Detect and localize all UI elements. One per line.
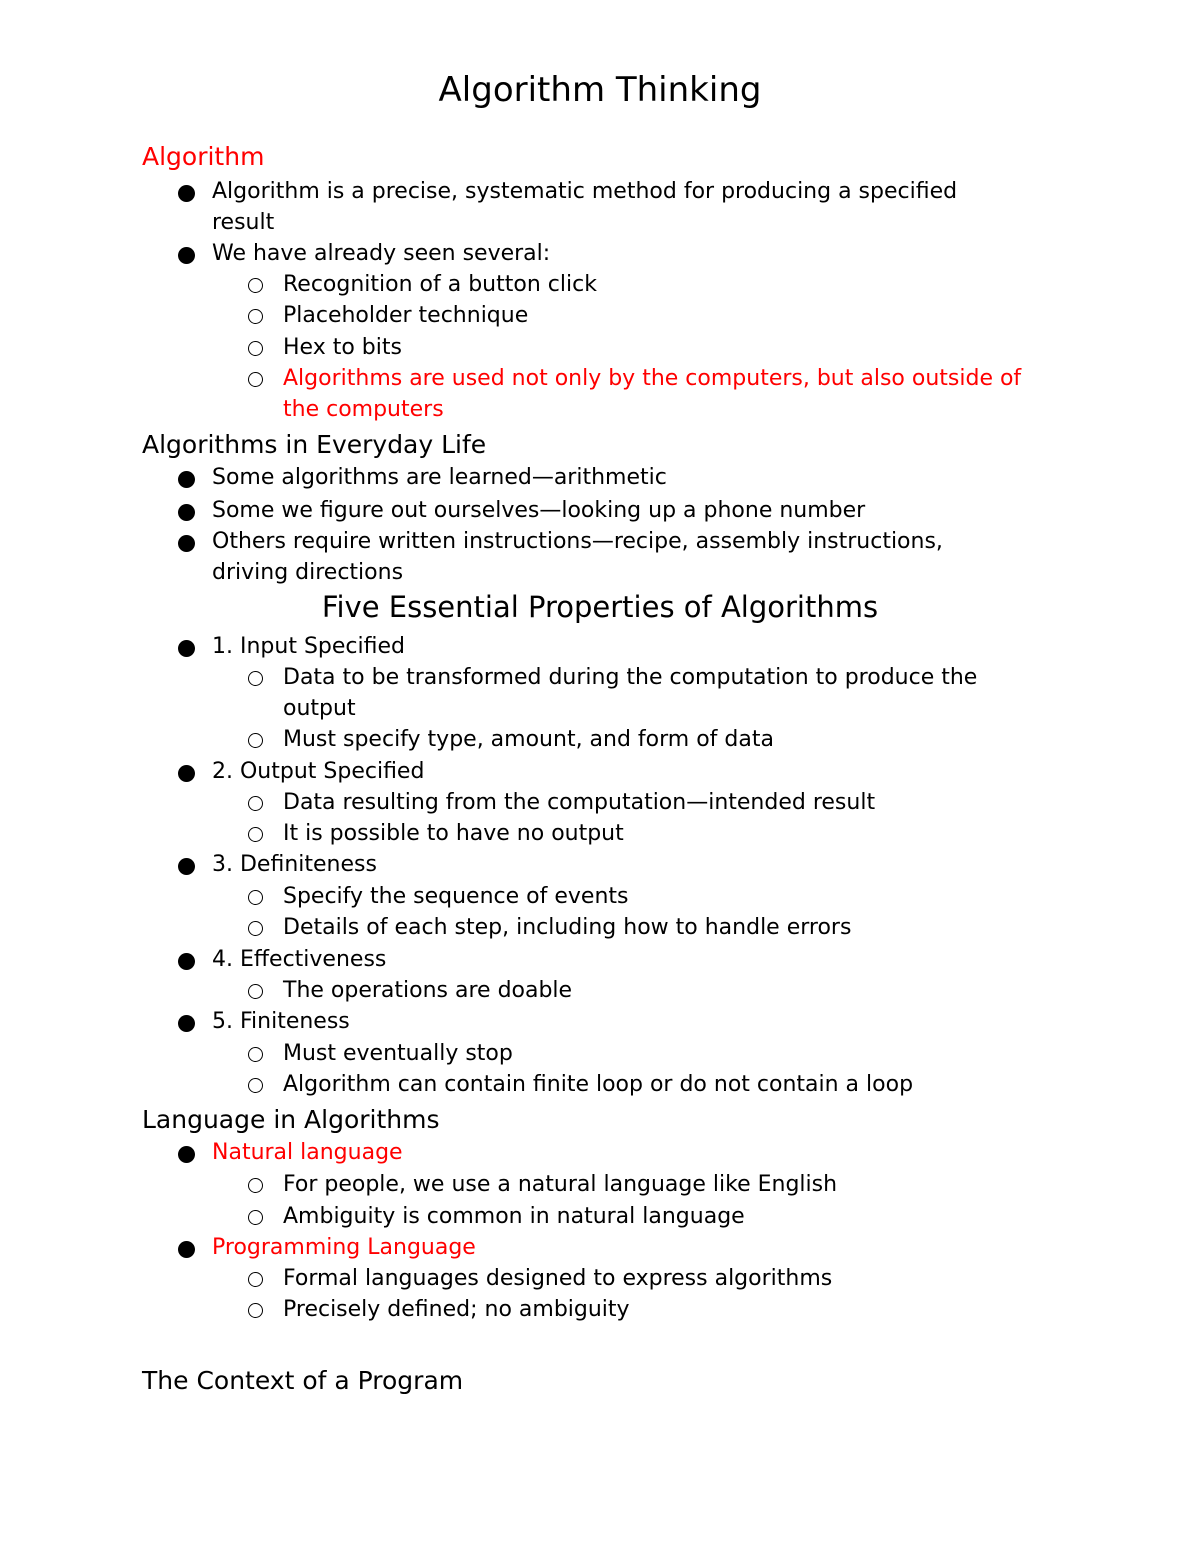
hollow-circle-bullet-icon <box>248 1303 263 1318</box>
list-item: Some algorithms are learned—arithmetic <box>178 462 1018 493</box>
hollow-circle-bullet-icon <box>248 1047 263 1062</box>
list-item: 1. Input Specified <box>178 631 1018 662</box>
hollow-circle-bullet-icon <box>248 372 263 387</box>
list-item: Algorithm is a precise, systematic method for producing a specified result <box>178 176 1018 238</box>
hollow-circle-bullet-icon <box>248 1178 263 1193</box>
list-item: 2. Output Specified <box>178 756 1018 787</box>
hollow-circle-bullet-icon <box>248 890 263 905</box>
sub-list-item: Precisely defined; no ambiguity <box>248 1294 1048 1325</box>
list-item: 4. Effectiveness <box>178 944 1018 975</box>
filled-circle-bullet-icon <box>178 1015 195 1032</box>
hollow-circle-bullet-icon <box>248 1272 263 1287</box>
hollow-circle-bullet-icon <box>248 827 263 842</box>
sub-list-item: Algorithm can contain finite loop or do not contain a loop <box>248 1069 1048 1100</box>
section-heading-properties: Five Essential Properties of Algorithms <box>321 590 879 624</box>
sub-list-item: It is possible to have no output <box>248 818 1048 849</box>
section-heading-everyday-life: Algorithms in Everyday Life <box>142 430 487 459</box>
list-item: Some we figure out ourselves—looking up a phone number <box>178 495 1018 526</box>
filled-circle-bullet-icon <box>178 765 195 782</box>
filled-circle-bullet-icon <box>178 1241 195 1258</box>
sub-list-item: Must specify type, amount, and form of data <box>248 724 1048 755</box>
hollow-circle-bullet-icon <box>248 1078 263 1093</box>
hollow-circle-bullet-icon <box>248 796 263 811</box>
sub-list-item: Recognition of a button click <box>248 269 1048 300</box>
hollow-circle-bullet-icon <box>248 984 263 999</box>
sub-list-item: The operations are doable <box>248 975 1048 1006</box>
section-heading-context: The Context of a Program <box>142 1366 464 1395</box>
list-item: Programming Language <box>178 1232 1018 1263</box>
list-item: We have already seen several: <box>178 238 1018 269</box>
section-heading-language: Language in Algorithms <box>142 1105 440 1134</box>
filled-circle-bullet-icon <box>178 185 195 202</box>
hollow-circle-bullet-icon <box>248 278 263 293</box>
hollow-circle-bullet-icon <box>248 671 263 686</box>
sub-list-item: Data to be transformed during the computation to produce the output <box>248 662 1048 724</box>
sub-list-item: Algorithms are used not only by the computers, but also outside of the computers <box>248 363 1048 425</box>
list-item: Natural language <box>178 1137 1018 1168</box>
list-item: Others require written instructions—recipe, assembly instructions, driving directions <box>178 526 1018 588</box>
sub-list-item: Data resulting from the computation—intended result <box>248 787 1048 818</box>
filled-circle-bullet-icon <box>178 535 195 552</box>
filled-circle-bullet-icon <box>178 953 195 970</box>
hollow-circle-bullet-icon <box>248 309 263 324</box>
list-item: 3. Definiteness <box>178 849 1018 880</box>
sub-list-item: Formal languages designed to express algorithms <box>248 1263 1048 1294</box>
filled-circle-bullet-icon <box>178 247 195 264</box>
filled-circle-bullet-icon <box>178 640 195 657</box>
hollow-circle-bullet-icon <box>248 733 263 748</box>
filled-circle-bullet-icon <box>178 471 195 488</box>
sub-list-item: Placeholder technique <box>248 300 1048 331</box>
filled-circle-bullet-icon <box>178 858 195 875</box>
sub-list-item: Specify the sequence of events <box>248 881 1048 912</box>
sub-list-item: Details of each step, including how to handle errors <box>248 912 1048 943</box>
hollow-circle-bullet-icon <box>248 1210 263 1225</box>
sub-list-item: Hex to bits <box>248 332 1048 363</box>
list-item: 5. Finiteness <box>178 1006 1018 1037</box>
hollow-circle-bullet-icon <box>248 341 263 356</box>
hollow-circle-bullet-icon <box>248 921 263 936</box>
page-title: Algorithm Thinking <box>438 70 762 110</box>
sub-list-item: For people, we use a natural language like English <box>248 1169 1048 1200</box>
filled-circle-bullet-icon <box>178 1146 195 1163</box>
section-heading-algorithm: Algorithm <box>142 142 265 171</box>
filled-circle-bullet-icon <box>178 504 195 521</box>
sub-list-item: Ambiguity is common in natural language <box>248 1201 1048 1232</box>
sub-list-item: Must eventually stop <box>248 1038 1048 1069</box>
